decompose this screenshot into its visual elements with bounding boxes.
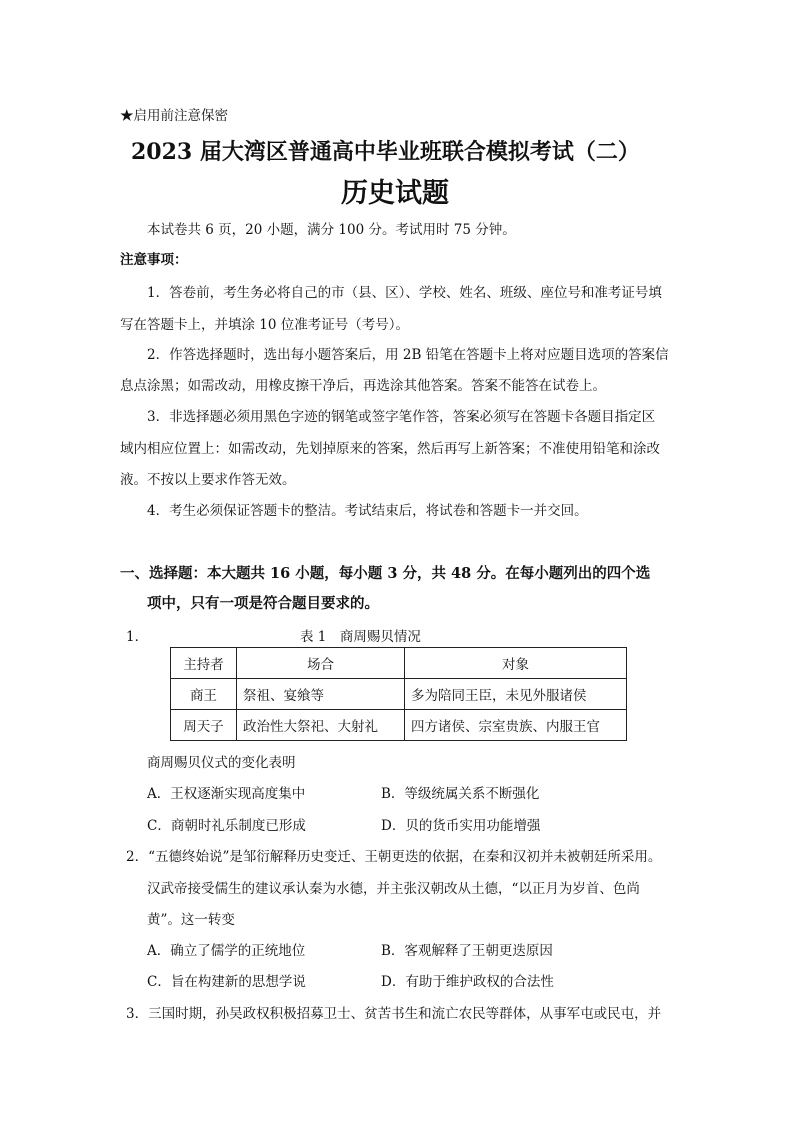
notice-item-3-line3: 液。不按以上要求作答无效。: [120, 472, 296, 488]
table-row: [171, 679, 627, 710]
q1-number: 1．: [126, 629, 149, 645]
exam-title: 2023 届大湾区普通高中毕业班联合模拟考试（二）: [131, 139, 640, 165]
table-cell: 祭祖、宴飨等: [237, 679, 405, 710]
q3-line1: 3．三国时期，孙吴政权积极招募卫士、贫苦书生和流亡农民等群体，从事军屯或民屯，并: [126, 1006, 662, 1022]
q1-stem: 商周赐贝仪式的变化表明: [147, 755, 296, 771]
q1-option-d: D．贝的货币实用功能增强: [381, 818, 541, 834]
table-row: [171, 710, 627, 741]
q2-option-d: D．有助于维护政权的合法性: [381, 974, 554, 990]
exam-intro: 本试卷共 6 页，20 小题，满分 100 分。考试用时 75 分钟。: [147, 222, 516, 238]
q1-table: [170, 647, 627, 741]
table-header-cell: 主持者: [171, 648, 237, 679]
table-cell: 四方诸侯、宗室贵族、内服王官: [405, 710, 627, 741]
section-heading-line1: 一、选择题：本大题共 16 小题，每小题 3 分，共 48 分。在每小题列出的四个选: [120, 565, 651, 582]
notice-item-2-line1: 2．作答选择题时，选出每小题答案后，用 2B 铅笔在答题卡上将对应题目选项的答案信: [147, 347, 669, 363]
table-cell: 商王: [171, 679, 237, 710]
notice-item-1-line1: 1．答卷前，考生务必将自己的市（县、区）、学校、姓名、班级、座位号和准考证号填: [147, 285, 662, 301]
confidential-mark: ★启用前注意保密: [120, 108, 228, 124]
notice-item-1-line2: 写在答题卡上，并填涂 10 位准考证号（考号）。: [120, 317, 410, 333]
notice-item-4: 4．考生必须保证答题卡的整洁。考试结束后，将试卷和答题卡一并交回。: [147, 503, 588, 519]
q2-line1: 2．“五德终始说”是邹衍解释历史变迁、王朝更迭的依据，在秦和汉初并未被朝廷所采用。: [126, 849, 662, 865]
q2-option-c: C．旨在构建新的思想学说: [147, 974, 306, 990]
q2-option-b: B．客观解释了王朝更迭原因: [381, 943, 553, 959]
notice-heading: 注意事项：: [120, 252, 188, 268]
q1-option-c: C．商朝时礼乐制度已形成: [147, 818, 306, 834]
q1-option-a: A．王权逐渐实现高度集中: [147, 786, 306, 802]
q2-line3: 黄”。这一转变: [147, 912, 235, 928]
q1-option-b: B．等级统属关系不断强化: [381, 786, 540, 802]
q2-line2: 汉武帝接受儒生的建议承认秦为水德，并主张汉朝改从土德，“以正月为岁首、色尚: [147, 881, 640, 897]
q2-option-a: A．确立了儒学的正统地位: [147, 943, 306, 959]
table-cell: 政治性大祭祀、大射礼: [237, 710, 405, 741]
table-cell: 多为陪同王臣，未见外服诸侯: [405, 679, 627, 710]
notice-item-3-line2: 域内相应位置上：如需改动，先划掉原来的答案，然后再写上新答案；不准使用铅笔和涂改: [120, 441, 660, 457]
table-header-row: [171, 648, 627, 679]
subject-title: 历史试题: [341, 178, 449, 209]
table-header-cell: 场合: [237, 648, 405, 679]
table-caption: 表 1 商周赐贝情况: [300, 629, 421, 645]
notice-item-2-line2: 息点涂黑；如需改动，用橡皮擦干净后，再选涂其他答案。答案不能答在试卷上。: [120, 378, 606, 394]
notice-item-3-line1: 3．非选择题必须用黑色字迹的钢笔或签字笔作答，答案必须写在答题卡各题目指定区: [147, 409, 656, 425]
table-cell: 周天子: [171, 710, 237, 741]
table-header-cell: 对象: [405, 648, 627, 679]
section-heading-line2: 项中，只有一项是符合题目要求的。: [147, 595, 379, 612]
